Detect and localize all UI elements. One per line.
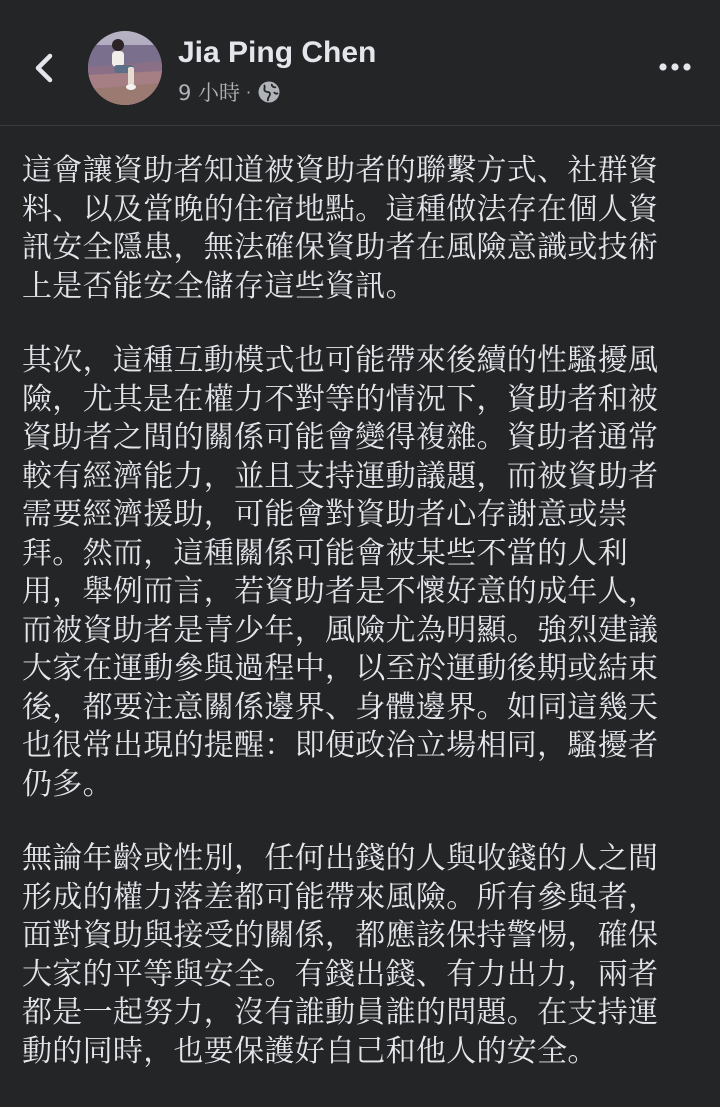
post-meta	[178, 77, 281, 107]
post-body	[22, 152, 698, 1107]
post-header	[0, 0, 720, 126]
post-paragraph: 其次，這種互動模式也可能帶來後續的性騷擾風 險，尤其是在權力不對等的情況下，資助者和被 資助者之間的關係可能會變得複雜。資助者通常 較有經濟能力，並且支持運動議題，而被資助者 需要經濟援助，可能會對資助者心存謝意或崇 拜。然而，這種關係可能會被某些不當的人利 用，舉例而言，若資助者是不懷好意的成年人， 而被資助者是青少年，風險尤為明顯。強烈建議 大家在運動參與過程中，以至於運動後期或結束 後，都要注意關係邊界、身體邊界。如同這幾天 也很常出現的提醒：即便政治立場相同，騷擾者 仍多。	[22, 343, 659, 802]
back-button[interactable]	[22, 42, 66, 94]
post-paragraph: 這會讓資助者知道被資助者的聯繫方式、社群資 料、以及當晚的住宿地點。這種做法存在個人資 訊安全隱患，無法確保資助者在風險意識或技術 上是否能安全儲存這些資訊。	[22, 153, 659, 304]
more-horizontal-icon	[658, 62, 692, 72]
more-options-button[interactable]	[650, 52, 700, 82]
meta-separator: ·	[246, 82, 252, 102]
post-timestamp[interactable]: 9 小時	[178, 81, 241, 105]
globe-icon[interactable]	[257, 80, 281, 104]
avatar[interactable]	[88, 31, 162, 105]
chevron-left-icon	[31, 51, 57, 85]
author-name[interactable]: Jia Ping Chen	[178, 36, 377, 69]
post-paragraph: 無論年齡或性別，任何出錢的人與收錢的人之間 形成的權力落差都可能帶來風險。所有參與者， 面對資助與接受的關係，都應該保持警惕，確保 大家的平等與安全。有錢出錢、有力出力，兩者 都是一起努力，沒有誰動員誰的問題。在支持運 動的同時，也要保護好自己和他人的安全。	[22, 841, 659, 1069]
